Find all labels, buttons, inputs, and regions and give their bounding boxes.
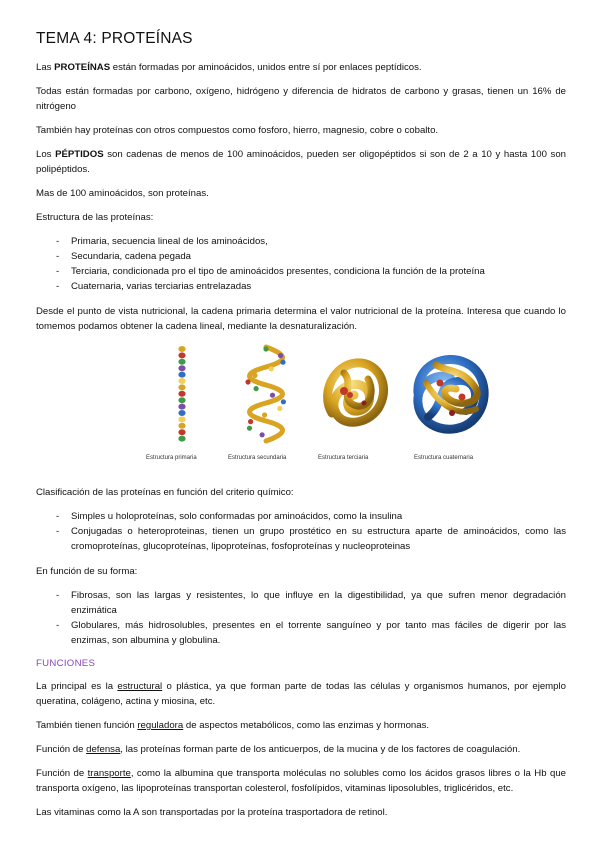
caption-tertiary: Estructura terciaria — [318, 455, 369, 461]
helix-bead — [269, 366, 274, 371]
text: La principal es la — [36, 681, 118, 692]
tertiary-structure-illustration — [314, 343, 394, 461]
paragraph-shape-heading: En función de su forma: — [36, 566, 138, 577]
list-item — [36, 509, 566, 524]
list-item — [36, 588, 566, 618]
amino-acid-bead — [178, 404, 185, 410]
helix-bead — [252, 373, 257, 378]
text: o plástica, ya que forman parte de todas las células y organismos humanos, por ejemplo queratina, colágeno, actina y miosina, etc. — [36, 681, 566, 707]
helix-bead — [254, 386, 259, 391]
dash-bullet: - — [56, 620, 60, 631]
list-item — [36, 618, 566, 648]
dash-bullet: - — [56, 251, 60, 262]
helix-bead — [263, 346, 268, 351]
helix-bead — [277, 406, 282, 411]
dash-bullet: - — [56, 526, 60, 537]
underlined-term: reguladora — [137, 720, 184, 731]
paragraph-vitamin-transport: Las vitaminas como la A son transportadas por la proteína trasportadora de retinol. — [36, 807, 388, 818]
amino-acid-bead — [178, 372, 185, 378]
list-item-text: Globulares, más hidrosolubles, presentes en el torrente sanguíneo y por tanto mas fáciles de digerir por las enzimas, son albumina y globulina. — [71, 620, 566, 646]
helix-bead — [270, 393, 275, 398]
dash-bullet: - — [56, 511, 60, 522]
dash-bullet: - — [56, 281, 60, 292]
text: son cadenas de menos de 100 aminoácidos, pueden ser oligopéptidos si son de 2 a 10 y hasta 100 son polipéptidos. — [36, 149, 566, 175]
helix-bead — [278, 353, 283, 358]
text: También tienen función — [36, 720, 138, 731]
text: , como la albumina que transporta moléculas no solubles como los ácidos grasos libres o la Hb que transporta oxígeno, las lipoproteínas transportan colesterol, fosfolípidos, vitaminas liposolubles, triglicéridos, etc. — [36, 768, 566, 794]
quaternary-complex-icon — [406, 343, 496, 447]
secondary-structure-illustration — [226, 343, 306, 461]
list-item — [36, 264, 566, 279]
paragraph-other-compounds: También hay proteínas con otros compuestos como fosforo, hierro, magnesio, cobre o cobalto. — [36, 125, 439, 136]
dash-bullet: - — [56, 590, 60, 601]
list-item-text: Conjugadas o heteroproteinas, tienen un grupo prostético en su estructura aparte de aminoácidos, como las cromoproteínas, glucoproteínas, lipoproteínas, fosfoproteínas y nucleoproteinas — [71, 526, 566, 552]
paragraph-function-defense — [36, 742, 566, 757]
list-item-text: Fibrosas, son las largas y resistentes, lo que influye en la digestibilidad, ya que sufren menor degradación enzimática — [71, 590, 566, 616]
list-item — [36, 249, 566, 264]
text: de aspectos metabólicos, como las enzimas y hormonas. — [183, 720, 430, 731]
caption-secondary: Estructura secundaria — [228, 455, 287, 461]
amino-acid-bead — [178, 397, 185, 403]
chemical-list — [36, 509, 566, 554]
text: , las proteínas forman parte de los anticuerpos, de la mucina y de los factores de coagulación. — [120, 744, 521, 755]
bold-term: PÉPTIDOS — [55, 149, 104, 160]
amino-acid-bead — [178, 416, 185, 422]
amino-acid-bead — [178, 410, 185, 416]
helix-bead — [280, 360, 285, 365]
paragraph-proteinas — [36, 60, 566, 75]
section-heading-funciones: FUNCIONES — [36, 658, 96, 669]
paragraph-function-transport — [36, 766, 566, 796]
list-item-text: Primaria, secuencia lineal de los aminoácidos, — [71, 236, 268, 247]
primary-chain-icon — [142, 343, 222, 447]
underlined-term: estructural — [117, 681, 163, 692]
paragraph-peptidos — [36, 147, 566, 177]
amino-acid-bead — [178, 384, 185, 390]
paragraph-more-than-100: Mas de 100 aminoácidos, son proteínas. — [36, 188, 209, 199]
helix-bead — [281, 399, 286, 404]
list-item-text: Terciaria, condicionada pro el tipo de aminoácidos presentes, condiciona la función de la proteína — [71, 266, 485, 277]
helix-bead — [260, 432, 265, 437]
quaternary-structure-illustration — [406, 343, 496, 461]
amino-acid-bead — [178, 423, 185, 429]
amino-acid-bead — [178, 429, 185, 435]
list-item — [36, 524, 566, 554]
paragraph-nutritional: Desde el punto de vista nutricional, la cadena primaria determina el valor nutricional de la proteína. Interesa que cuando lo tomemos podamos obtener la cadena lineal, mediante la desnaturalización. — [36, 306, 566, 332]
amino-acid-bead — [178, 378, 185, 384]
amino-acid-bead — [178, 346, 185, 352]
caption-primary: Estructura primaria — [146, 455, 197, 461]
amino-acid-bead — [178, 359, 185, 365]
amino-acid-bead — [178, 436, 185, 442]
list-item — [36, 234, 566, 249]
amino-acid-bead — [178, 391, 185, 397]
structure-list — [36, 234, 566, 294]
helix-bead — [245, 379, 250, 384]
amino-acid-bead — [178, 365, 185, 371]
helix-bead — [248, 419, 253, 424]
list-item-text: Secundaria, cadena pegada — [71, 251, 192, 262]
text: Los — [36, 149, 56, 160]
list-item-text: Simples u holoproteínas, solo conformadas por aminoácidos, como la insulina — [71, 511, 403, 522]
text: están formadas por aminoácidos, unidos entre sí por enlaces peptídicos. — [110, 62, 422, 73]
bold-term: PROTEÍNAS — [54, 62, 111, 73]
paragraph-composition: Todas están formadas por carbono, oxígeno, hidrógeno y diferencia de hidratos de carbono y grasas, tienen un 16% de nitrógeno — [36, 86, 566, 112]
helix-bead — [247, 426, 252, 431]
paragraph-chemical-classification: Clasificación de las proteínas en función del criterio químico: — [36, 487, 294, 498]
shape-list — [36, 588, 566, 648]
paragraph-function-structural — [36, 679, 566, 709]
list-item-text: Cuaternaria, varias terciarias entrelazadas — [71, 281, 252, 292]
underlined-term: transporte — [87, 768, 131, 779]
list-item — [36, 279, 566, 294]
dash-bullet: - — [56, 266, 60, 277]
tertiary-fold-icon — [314, 343, 394, 447]
paragraph-function-regulatory — [36, 718, 566, 733]
helix-bead — [262, 412, 267, 417]
protein-structures-figure — [142, 343, 562, 461]
page-title: TEMA 4: PROTEÍNAS — [36, 30, 193, 47]
secondary-helix-icon — [226, 343, 306, 447]
text: Las — [36, 62, 55, 73]
caption-quaternary: Estructura cuaternaria — [414, 455, 474, 461]
primary-structure-illustration — [142, 343, 222, 461]
text: Función de — [36, 744, 87, 755]
paragraph-structure-heading: Estructura de las proteínas: — [36, 212, 154, 223]
text: Función de — [36, 768, 88, 779]
underlined-term: defensa — [86, 744, 121, 755]
amino-acid-bead — [178, 352, 185, 358]
dash-bullet: - — [56, 236, 60, 247]
document-page — [36, 30, 566, 829]
